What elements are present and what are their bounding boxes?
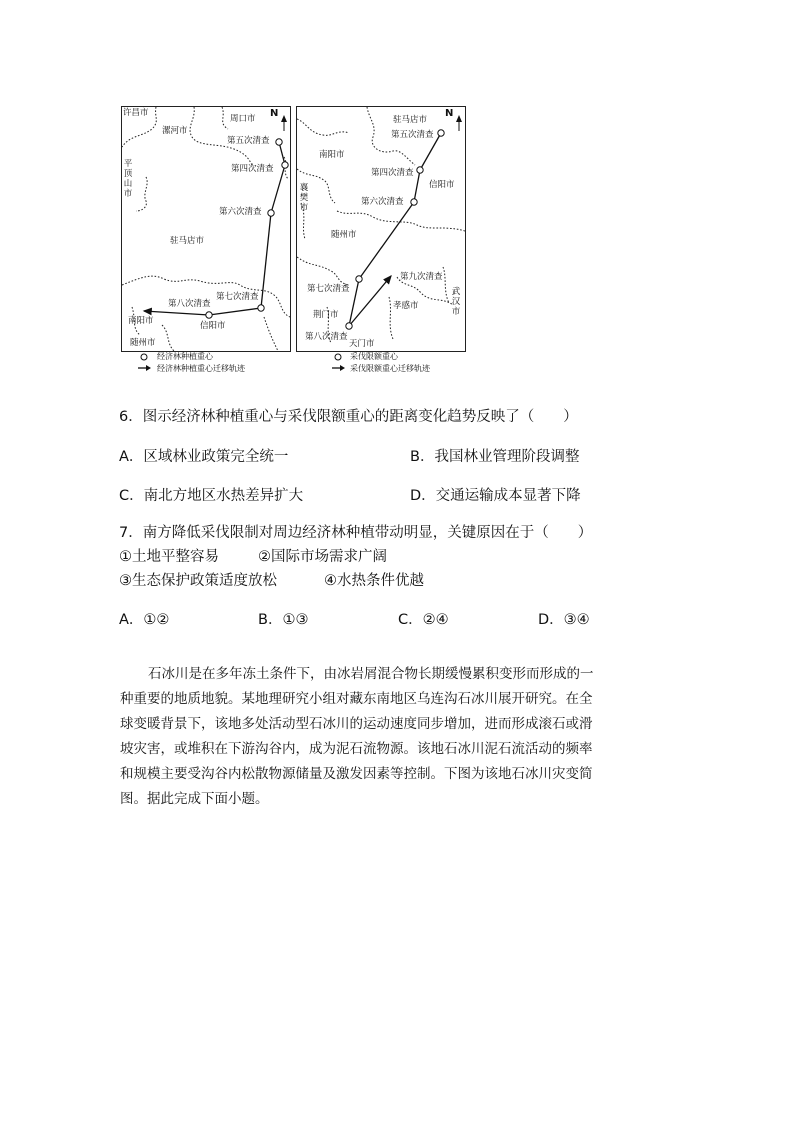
label-wuhan: 武汉市	[451, 287, 461, 317]
label-c7: 第七次清查	[216, 292, 259, 302]
label-nanyang: 南阳市	[128, 316, 154, 326]
north-label: N	[270, 108, 279, 119]
q7-statement-1: ①土地平整容易	[119, 549, 219, 565]
point-c4	[417, 167, 423, 173]
q6-option-d[interactable]: D．交通运输成本显著下降	[410, 488, 581, 504]
passage-line-1: 石冰川是在多年冻土条件下，由冰岩屑混合物长期缓慢累积变形而形成的一	[148, 666, 594, 682]
point-c8	[346, 323, 352, 329]
label-xuchang: 许昌市	[123, 108, 149, 118]
point-c7	[258, 305, 264, 311]
passage-line-4: 坡灾害，或堆积在下游沟谷内，成为泥石流物源。该地石冰川泥石流活动的频率	[120, 741, 593, 757]
harvest-quota-track	[349, 130, 441, 326]
legend-left-track: 经济林种植重心迁移轨迹	[157, 364, 245, 373]
q7-statement-4: ④水热条件优越	[324, 573, 424, 589]
label-suizhou: 随州市	[331, 230, 357, 240]
q7-stem: 7．南方降低采伐限制对周边经济林种植带动明显，关键原因在于（ ）	[119, 525, 593, 541]
label-xinyang: 信阳市	[200, 321, 226, 331]
north-label: N	[445, 108, 454, 119]
point-c6	[411, 199, 417, 205]
point-c4	[282, 162, 288, 168]
boundary-lines	[297, 107, 465, 343]
q6-option-a[interactable]: A．区域林业政策完全统一	[119, 449, 289, 465]
label-c5: 第五次清查	[391, 130, 434, 140]
passage-line-3: 球变暖背景下，该地多处活动型石冰川的运动速度同步增加，进而形成滚石或滑	[120, 716, 593, 732]
q7-option-b[interactable]: B．①③	[258, 612, 309, 628]
label-xiangfan: 襄樊市	[299, 183, 309, 213]
label-suizhou: 随州市	[130, 338, 156, 348]
point-c8	[206, 312, 212, 318]
q6-option-b[interactable]: B．我国林业管理阶段调整	[410, 449, 580, 465]
label-c9: 第九次清查	[400, 272, 443, 282]
label-zhumadian: 驻马店市	[170, 236, 205, 246]
q7-option-c[interactable]: C．②④	[398, 612, 449, 628]
label-c4: 第四次清查	[371, 168, 414, 178]
label-nanyang: 南阳市	[319, 150, 345, 160]
passage-line-5: 和规模主要受沟谷内松散物源储量及激发因素等控制。下图为该地石冰川灾变简	[120, 766, 593, 782]
q7-statement-2: ②国际市场需求广阔	[258, 549, 387, 565]
label-pingdingshan: 平顶山市	[123, 159, 133, 199]
label-c4: 第四次清查	[231, 164, 274, 174]
point-c5	[276, 139, 282, 145]
label-xiaogan: 孝感市	[393, 301, 419, 311]
label-c5: 第五次清查	[227, 136, 270, 146]
q7-option-a[interactable]: A．①②	[119, 612, 170, 628]
legend-left-point: 经济林种植重心	[157, 352, 213, 361]
legend-right-symbols	[332, 352, 346, 374]
point-c5	[438, 130, 444, 136]
q7-option-d[interactable]: D．③④	[538, 612, 590, 628]
q7-statement-3: ③生态保护政策适度放松	[119, 573, 277, 589]
label-zhoukou: 周口市	[230, 114, 256, 124]
label-c6: 第六次清查	[361, 197, 404, 207]
legend-left-symbols	[138, 352, 152, 374]
label-c7: 第七次清查	[307, 284, 350, 294]
q6-option-c[interactable]: C．南北方地区水热差异扩大	[119, 488, 304, 504]
passage-line-6: 图。据此完成下面小题。	[120, 791, 269, 807]
label-tianmen: 天门市	[349, 339, 375, 349]
point-c7	[356, 276, 362, 282]
passage-line-2: 种重要的地质地貌。某地理研究小组对藏东南地区乌连沟石冰川展开研究。在全	[120, 691, 593, 707]
north-arrow-right	[456, 115, 462, 131]
map-harvest-quota	[296, 106, 466, 352]
q6-stem: 6．图示经济林种植重心与采伐限额重心的距离变化趋势反映了（ ）	[119, 409, 578, 425]
legend-right-track: 采伐限额重心迁移轨迹	[350, 364, 430, 373]
label-jingmen: 荆门市	[313, 310, 339, 320]
label-xinyang: 信阳市	[429, 180, 455, 190]
label-c6: 第六次清查	[219, 207, 262, 217]
label-luohe: 漯河市	[162, 126, 188, 136]
label-c8: 第八次清查	[305, 332, 348, 342]
legend-right-point: 采伐限额重心	[350, 352, 398, 361]
north-arrow-left	[281, 115, 287, 131]
label-c8: 第八次清查	[168, 299, 211, 309]
point-c6	[268, 210, 274, 216]
label-zhumadian: 驻马店市	[393, 115, 428, 125]
map-economic-forest	[121, 106, 291, 352]
